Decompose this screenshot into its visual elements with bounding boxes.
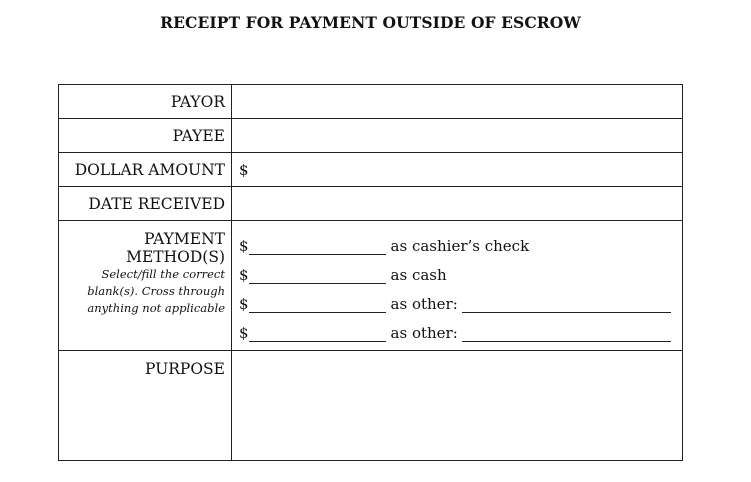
method-dollar-sign: $ bbox=[239, 295, 249, 313]
receipt-form-table bbox=[58, 84, 683, 461]
payment-methods-label-line2: METHOD(S) bbox=[126, 248, 225, 266]
method-other-2 bbox=[239, 313, 682, 342]
payee-field[interactable] bbox=[232, 119, 683, 153]
purpose-label-cell bbox=[59, 351, 232, 461]
purpose-label: PURPOSE bbox=[145, 360, 225, 378]
method-dollar-sign: $ bbox=[239, 324, 249, 342]
payment-methods-label-cell bbox=[59, 221, 232, 351]
method-label: as other: bbox=[390, 324, 458, 342]
method-amount-blank[interactable] bbox=[249, 240, 386, 255]
method-label: as other: bbox=[390, 295, 458, 313]
date-received-field[interactable] bbox=[232, 187, 683, 221]
payment-methods-note bbox=[59, 266, 225, 317]
method-dollar-sign: $ bbox=[239, 237, 249, 255]
method-other-description-blank[interactable] bbox=[462, 298, 671, 313]
dollar-amount-row bbox=[59, 153, 683, 187]
method-cashiers-check bbox=[239, 226, 682, 255]
dollar-amount-field[interactable] bbox=[232, 153, 683, 187]
method-other-description-blank[interactable] bbox=[462, 327, 671, 342]
payee-row bbox=[59, 119, 683, 153]
payor-label: PAYOR bbox=[59, 85, 232, 119]
method-amount-blank[interactable] bbox=[249, 327, 386, 342]
payment-note-line3: anything not applicable bbox=[87, 301, 225, 315]
method-amount-blank[interactable] bbox=[249, 298, 386, 313]
method-amount-blank[interactable] bbox=[249, 269, 386, 284]
purpose-field[interactable] bbox=[232, 351, 683, 461]
dollar-amount-label: DOLLAR AMOUNT bbox=[59, 153, 232, 187]
date-received-row bbox=[59, 187, 683, 221]
purpose-row bbox=[59, 351, 683, 461]
method-label: as cash bbox=[390, 266, 447, 284]
payment-methods-label-line1: PAYMENT bbox=[144, 230, 225, 248]
payment-methods-row bbox=[59, 221, 683, 351]
payment-note-line2: blank(s). Cross through bbox=[87, 284, 225, 298]
method-dollar-sign: $ bbox=[239, 266, 249, 284]
payee-label: PAYEE bbox=[59, 119, 232, 153]
date-received-label: DATE RECEIVED bbox=[59, 187, 232, 221]
payment-methods-field bbox=[232, 221, 683, 351]
method-other-1 bbox=[239, 284, 682, 313]
method-cash bbox=[239, 255, 682, 284]
dollar-sign: $ bbox=[239, 160, 249, 179]
method-label: as cashier’s check bbox=[390, 237, 530, 255]
payment-note-line1: Select/fill the correct bbox=[101, 267, 225, 281]
payor-field[interactable] bbox=[232, 85, 683, 119]
form-title: RECEIPT FOR PAYMENT OUTSIDE OF ESCROW bbox=[160, 13, 581, 32]
payor-row bbox=[59, 85, 683, 119]
